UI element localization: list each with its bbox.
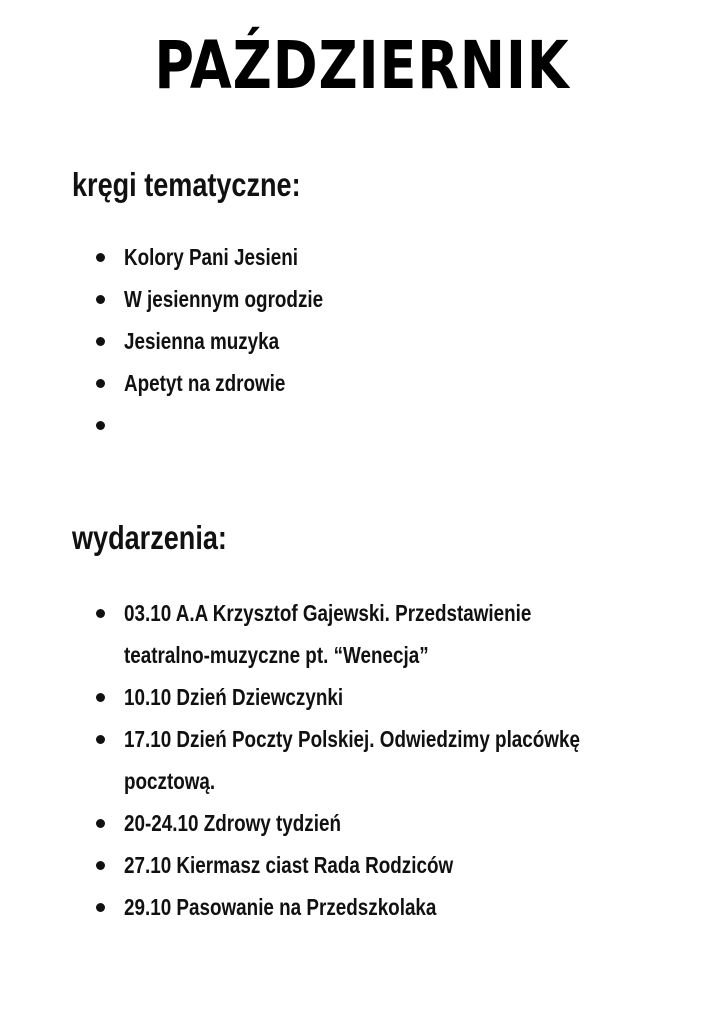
list-item [96, 362, 656, 404]
event-text-line1: 03.10 A.A Krzysztof Gajewski. Przedstawienie [124, 600, 532, 626]
event-text-line1: 20-24.10 Zdrowy tydzień [124, 810, 341, 836]
bullet-icon [96, 337, 105, 346]
bullet-icon [96, 735, 105, 744]
list-item [96, 320, 656, 362]
topics-list [96, 236, 656, 446]
list-item [96, 278, 656, 320]
list-item [96, 236, 656, 278]
list-item [96, 886, 656, 928]
bullet-icon [96, 421, 105, 430]
event-text-line1: 17.10 Dzień Poczty Polskiej. Odwiedzimy placówkę [124, 726, 580, 752]
event-text-line1: 29.10 Pasowanie na Przedszkolaka [124, 894, 437, 920]
topic-text: Kolory Pani Jesieni [124, 244, 299, 270]
list-item [96, 802, 656, 844]
events-list [96, 592, 656, 928]
bullet-icon [96, 295, 105, 304]
list-item-empty [96, 404, 656, 446]
bullet-icon [96, 609, 105, 618]
list-item [96, 718, 656, 802]
topic-text: Apetyt na zdrowie [124, 370, 286, 396]
event-text-line2: teatralno-muzyczne pt. “Wenecja” [124, 642, 429, 668]
event-text-line2: pocztową. [124, 768, 216, 794]
event-text-line1: 10.10 Dzień Dziewczynki [124, 684, 344, 710]
list-item [96, 592, 656, 676]
bullet-icon [96, 861, 105, 870]
list-item [96, 844, 656, 886]
bullet-icon [96, 253, 105, 262]
page-title: PAŹDZIERNIK [154, 27, 570, 104]
bullet-icon [96, 903, 105, 912]
events-heading: wydarzenia: [72, 519, 227, 556]
topic-text: W jesiennym ogrodzie [124, 286, 324, 312]
bullet-icon [96, 379, 105, 388]
event-text-line1: 27.10 Kiermasz ciast Rada Rodziców [124, 852, 454, 878]
list-item [96, 676, 656, 718]
bullet-icon [96, 819, 105, 828]
bullet-icon [96, 693, 105, 702]
topic-text: Jesienna muzyka [124, 328, 280, 354]
topics-heading: kręgi tematyczne: [72, 166, 301, 203]
